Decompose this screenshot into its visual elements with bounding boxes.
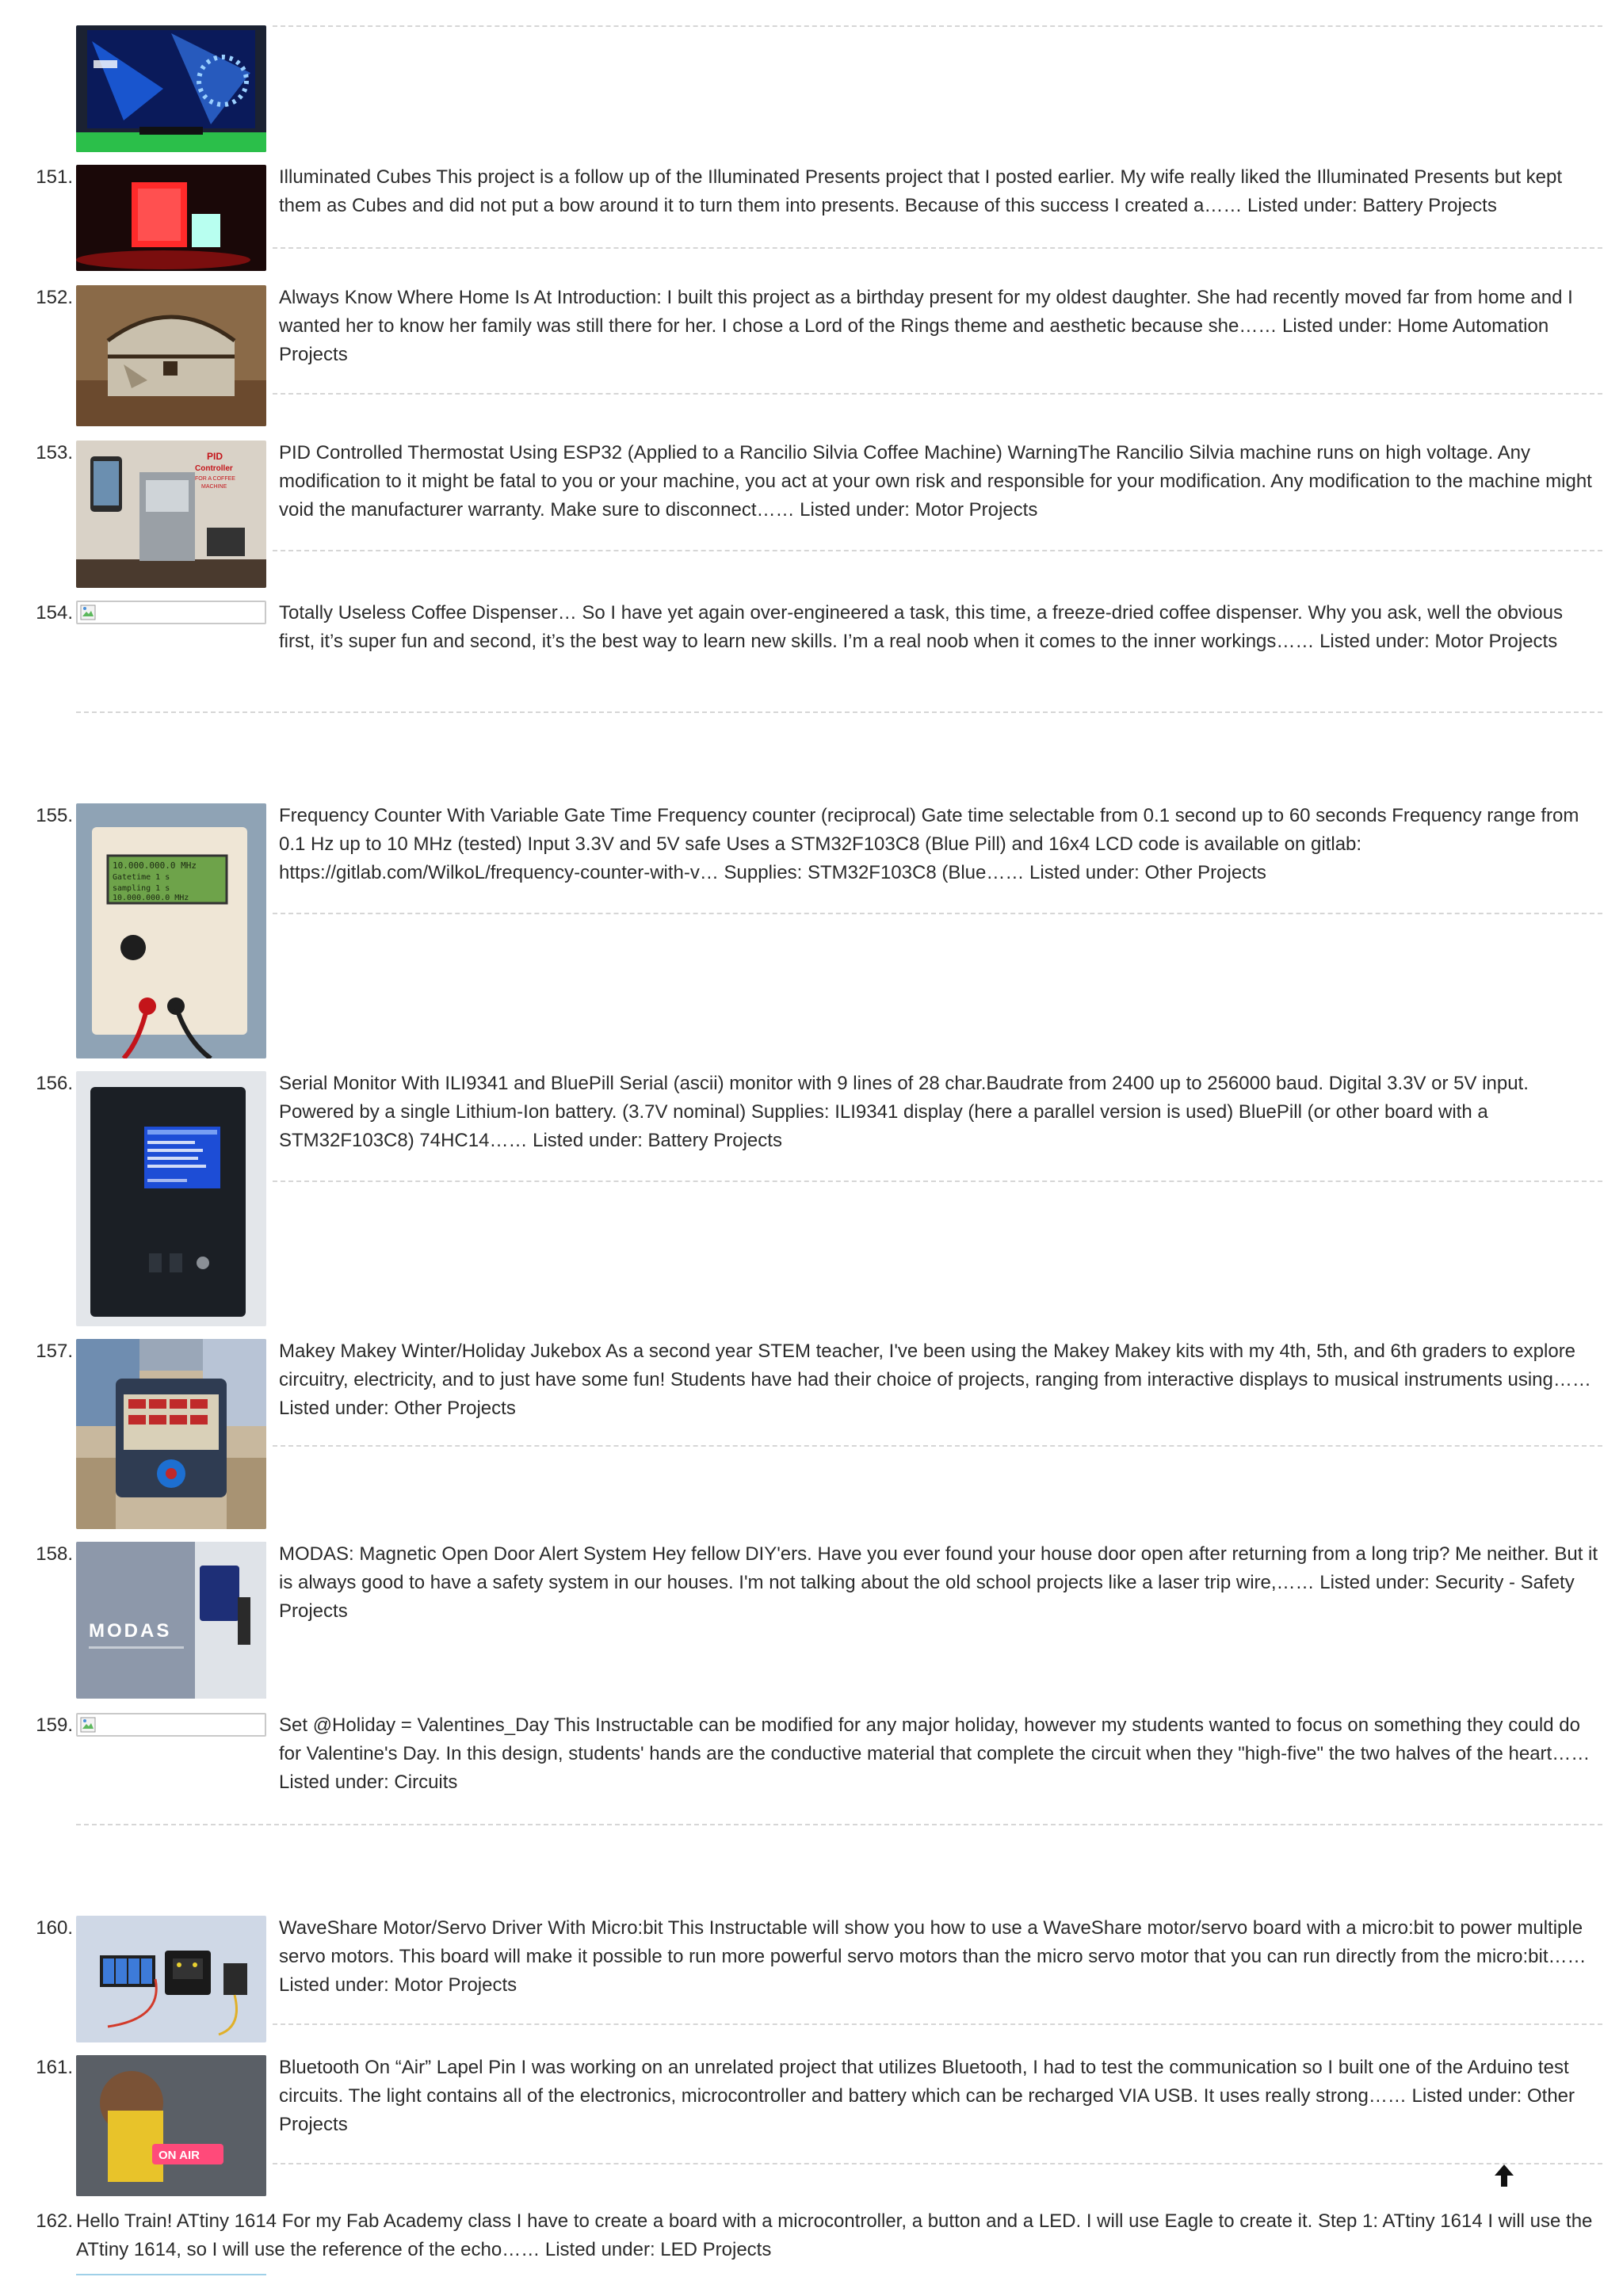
project-thumbnail[interactable] (76, 165, 266, 271)
svg-text:MODAS: MODAS (89, 1620, 172, 1642)
separator (273, 25, 1602, 27)
broken-image-icon (80, 1717, 96, 1733)
frequency-counter-image (76, 803, 266, 1058)
item-number: 157. (36, 1341, 73, 1362)
project-description[interactable]: Always Know Where Home Is At Introduction: I built this project as a birthday present for my oldest daughter. She had recently moved far from home and I wanted her to know her family was still there for her. I chose a Lord of the Rings theme and aesthetic because she…… Listed under: Home Automation Projects (279, 287, 1573, 365)
svg-text:ON AIR: ON AIR (158, 2149, 200, 2162)
modas-door-alert-image (76, 1542, 266, 1699)
separator (273, 1180, 1602, 1182)
separator (76, 2274, 266, 2275)
project-thumbnail[interactable] (76, 25, 266, 152)
svg-text:10.000.000.0 MHz: 10.000.000.0 MHz (113, 860, 197, 871)
project-description[interactable]: Hello Train! ATtiny 1614 For my Fab Academy class I have to create a board with a microcontroller, a button and a LED. I will use Eagle to create it. Step 1: ATtiny 1614 I will use the ATtiny 1614, so I will use the reference of the echo…… Listed under: LED Projects (76, 2210, 1593, 2260)
servo-driver-image (76, 1916, 266, 2042)
illuminated-cubes-image (76, 165, 266, 271)
item-number: 153. (36, 442, 73, 463)
project-thumbnail[interactable] (76, 441, 266, 588)
separator (273, 2023, 1602, 2025)
item-number: 161. (36, 2057, 73, 2078)
project-description[interactable]: PID Controlled Thermostat Using ESP32 (Applied to a Rancilio Silvia Coffee Machine) WarningThe Rancilio Silvia machine runs on high voltage. Any modification to it might be fatal to you or your machine, you act at your own risk and responsible for your modification. Any modification to the machine might void the manufacturer warranty. Make sure to disconnect…… Listed under: Motor Projects (279, 442, 1592, 521)
project-thumbnail[interactable] (76, 1339, 266, 1529)
separator (273, 2163, 1602, 2164)
project-description[interactable]: Illuminated Cubes This project is a follow up of the Illuminated Presents project that I posted earlier. My wife really liked the Illuminated Presents but kept them as Cubes and did not put a bow around it to turn them into presents. Because of this success I created a…… Listed under: Battery Projects (279, 166, 1563, 216)
svg-text:10.000.000.0 MHz: 10.000.000.0 MHz (113, 894, 189, 902)
item-number: 160. (36, 1917, 73, 1939)
project-description[interactable]: Totally Useless Coffee Dispenser… So I have yet again over-engineered a task, this time, a freeze-dried coffee dispenser. Why you ask, well the obvious first, it’s super fun and second, it’s the best way to learn new skills. I’m a real noob when it comes to the inner workings…… Listed under: Motor Projects (279, 602, 1563, 652)
project-thumbnail[interactable] (76, 1916, 266, 2042)
separator (273, 247, 1602, 249)
separator (76, 711, 1602, 713)
item-number: 158. (36, 1543, 73, 1565)
separator (273, 393, 1602, 395)
svg-text:sampling 1 s: sampling 1 s (113, 884, 170, 893)
svg-text:Gatetime 1 s: Gatetime 1 s (113, 873, 170, 882)
makey-jukebox-image (76, 1339, 266, 1529)
svg-text:Controller: Controller (195, 464, 233, 473)
treasure-box-image (76, 285, 266, 426)
project-description[interactable]: MODAS: Magnetic Open Door Alert System Hey fellow DIY'ers. Have you ever found your house door open after returning from a long trip? Me neither. But it is always good to have a safety system in our houses. I'm not talking about the old school projects like a laser trip wire,…… Listed under: Security - Safety Projects (279, 1543, 1598, 1622)
lapel-pin-image (76, 2055, 266, 2196)
project-thumbnail[interactable] (76, 1542, 266, 1699)
item-number: 151. (36, 166, 73, 188)
separator (273, 1445, 1602, 1447)
project-thumbnail[interactable] (76, 285, 266, 426)
project-thumbnail[interactable] (76, 601, 266, 624)
separator (76, 1824, 1602, 1825)
svg-text:MACHINE: MACHINE (201, 484, 227, 490)
arrow-up-icon[interactable] (1493, 2163, 1515, 2188)
project-thumbnail[interactable] (76, 803, 266, 1058)
coffee-machine-image (76, 441, 266, 588)
project-thumbnail[interactable] (76, 2055, 266, 2196)
serial-monitor-image (76, 1071, 266, 1326)
separator (273, 550, 1602, 551)
item-number: 162. (36, 2210, 73, 2232)
item-number: 154. (36, 602, 73, 624)
svg-text:FOR A COFFEE: FOR A COFFEE (195, 476, 235, 482)
monitor-led-ring-image (76, 25, 266, 152)
svg-text:PID: PID (207, 451, 223, 462)
broken-image-icon (80, 605, 96, 620)
item-number: 155. (36, 805, 73, 826)
project-thumbnail[interactable] (76, 1071, 266, 1326)
item-number: 152. (36, 287, 73, 308)
project-description[interactable]: Makey Makey Winter/Holiday Jukebox As a second year STEM teacher, I've been using the Makey Makey kits with my 4th, 5th, and 6th graders to explore circuitry, electricity, and to just have some fun! Students have had their choice of projects, ranging from interactive displays to musical instruments using…… Listed under: Other Projects (279, 1341, 1591, 1419)
project-description[interactable]: Frequency Counter With Variable Gate Time Frequency counter (reciprocal) Gate time selectable from 0.1 second up to 60 seconds Frequency range from 0.1 Hz up to 10 MHz (tested) Input 3.3V and 5V safe Uses a STM32F103C8 (Blue Pill) and 16x4 LCD code is available on gitlab: https://gitlab.com/WilkoL/frequency-counter-with-v… Supplies: STM32F103C8 (Blue…… Listed under: Other Projects (279, 805, 1579, 883)
separator (273, 913, 1602, 914)
project-description[interactable]: WaveShare Motor/Servo Driver With Micro:bit This Instructable will show you how to use a WaveShare motor/servo board with a micro:bit to power multiple servo motors. This board will make it possible to run more powerful servo motors than the micro servo motor that you can run directly from the micro:bit…… Listed under: Motor Projects (279, 1917, 1587, 1996)
project-description[interactable]: Bluetooth On “Air” Lapel Pin I was working on an unrelated project that utilizes Bluetooth, I had to test the communication so I built one of the Arduino test circuits. The light contains all of the electronics, microcontroller and battery which can be recharged VIA USB. It uses really strong…… Listed under: Other Projects (279, 2057, 1575, 2135)
project-thumbnail[interactable] (76, 1713, 266, 1737)
project-description[interactable]: Set @Holiday = Valentines_Day This Instructable can be modified for any major holiday, however my students wanted to focus on something they could do for Valentine's Day. In this design, students' hands are the conductive material that complete the circuit when they "high-five" the two halves of the heart…… Listed under: Circuits (279, 1714, 1591, 1793)
item-number: 156. (36, 1073, 73, 1094)
item-number: 159. (36, 1714, 73, 1736)
project-description[interactable]: Serial Monitor With ILI9341 and BluePill Serial (ascii) monitor with 9 lines of 28 char.Baudrate from 2400 up to 256000 baud. Digital 3.3V or 5V input. Powered by a single Lithium-Ion battery. (3.7V nominal) Supplies: ILI9341 display (here a parallel version is used) BluePill (or other board with a STM32F103C8) 74HC14…… Listed under: Battery Projects (279, 1073, 1529, 1151)
